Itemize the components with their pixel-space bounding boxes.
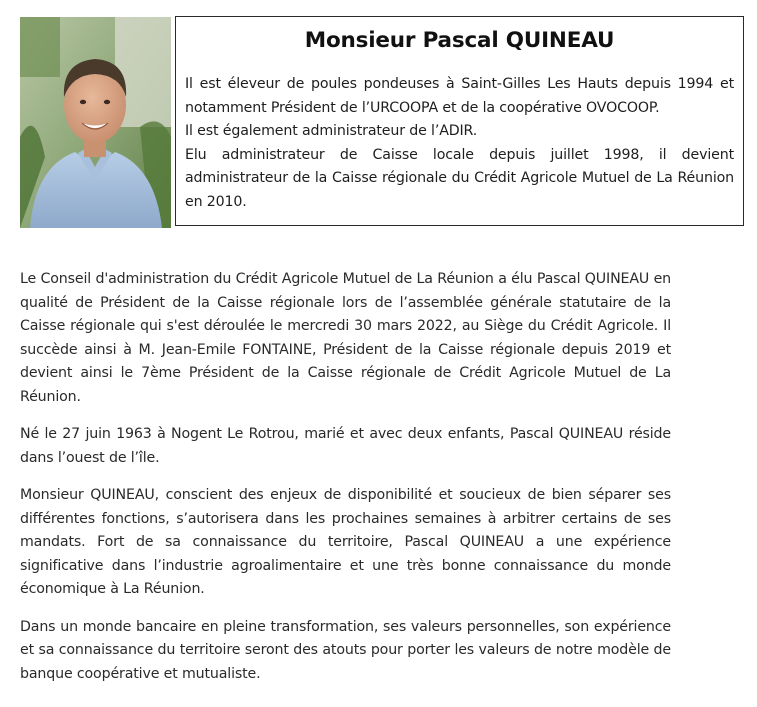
portrait-photo [20, 17, 171, 228]
bio-title: Monsieur Pascal QUINEAU [304, 28, 615, 53]
article-paragraph: Dans un monde bancaire en pleine transformation, ses valeurs personnelles, son expérience et sa connaissance du territoire seront des atouts pour porter les valeurs de notre modèle de banque coopérative et mutualiste. [20, 618, 671, 682]
article-paragraph: Né le 27 juin 1963 à Nogent Le Rotrou, marié et avec deux enfants, Pascal QUINEAU réside dans l’ouest de l’île. [20, 426, 671, 466]
portrait-illustration [20, 17, 171, 228]
article-paragraph: Monsieur QUINEAU, conscient des enjeux de disponibilité et soucieux de bien séparer ses différentes fonctions, s’autorisera dans les prochaines semaines à arbitrer certains de ses mandats. Fort de sa connaissance du territoire, Pascal QUINEAU a une expérience significative dans l’industrie agroalimentaire et une très bonne connaissance du monde économique à La Réunion. [20, 487, 671, 597]
bio-text [185, 73, 734, 214]
bio-line: Elu administrateur de Caisse locale depuis juillet 1998, il devient administrateur de la Caisse régionale du Crédit Agricole Mutuel de La Réunion en 2010. [185, 146, 734, 210]
article-body [20, 268, 671, 700]
bio-line: Il est éleveur de poules pondeuses à Saint-Gilles Les Hauts depuis 1994 et notamment Président de l’URCOOPA et de la coopérative OVOCOOP. [185, 76, 734, 116]
bio-box [175, 16, 744, 226]
article-paragraph: Le Conseil d'administration du Crédit Agricole Mutuel de La Réunion a élu Pascal QUINEAU en qualité de Président de la Caisse régionale lors de l’assemblée générale statutaire de la Caisse régionale qui s'est déroulée le mercredi 30 mars 2022, au Siège du Crédit Agricole. Il succède ainsi à M. Jean-Emile FONTAINE, Président de la Caisse régionale depuis 2019 et devient ainsi le 7ème Président de la Caisse régionale de Crédit Agricole Mutuel de La Réunion. [20, 271, 671, 405]
bio-line: Il est également administrateur de l’ADIR. [185, 123, 478, 139]
